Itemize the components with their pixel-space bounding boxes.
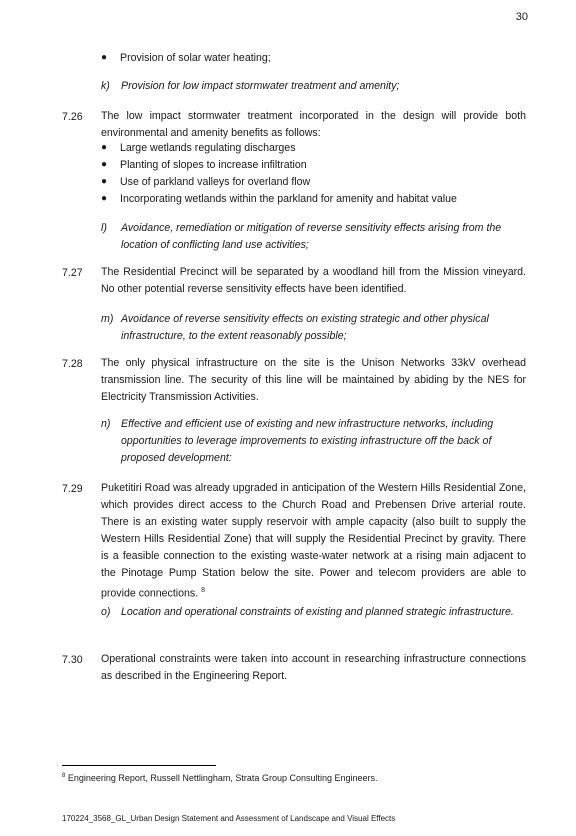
item-o-label: o) — [101, 606, 111, 618]
footnote-reference: 8 — [201, 587, 206, 594]
footnote-text: Engineering Report, Russell Nettlingham, Strata Group Consulting Engineers. — [65, 773, 378, 783]
list-item: Use of parkland valleys for overland flow — [120, 176, 311, 188]
list-item: Provision of solar water heating; — [120, 52, 271, 64]
item-m-label: m) — [101, 313, 114, 325]
bullet-marker: ● — [101, 193, 108, 204]
paragraph-7-30-text: Operational constraints were taken into account in researching infrastructure connections as described in the Engineering Report. — [101, 653, 526, 682]
item-k-label: k) — [101, 80, 110, 92]
paragraph-number-7-30: 7.30 — [62, 654, 83, 666]
item-n-label: n) — [101, 418, 111, 430]
item-k-text: Provision for low impact stormwater treatment and amenity; — [121, 80, 400, 92]
list-item: Planting of slopes to increase infiltration — [120, 159, 307, 171]
item-n-text: Effective and efficient use of existing and new infrastructure networks, including opportunities to leverage improvements to existing infrastructure off the back of proposed development: — [121, 418, 494, 464]
bullet-marker: ● — [101, 176, 108, 187]
item-l-text: Avoidance, remediation or mitigation of reverse sensitivity effects arising from the location of conflicting land use activities; — [121, 222, 502, 251]
footnote — [62, 773, 378, 783]
paragraph-7-26-text: The low impact stormwater treatment incorporated in the design will provide both environmental and amenity benefits as follows: — [101, 110, 526, 139]
paragraph-number-7-27: 7.27 — [62, 267, 83, 279]
footnote-divider — [62, 765, 216, 766]
paragraph-7-29-body: Puketitiri Road was already upgraded in anticipation of the Western Hills Residential Zone, which provides direct access to the Church Road and Prebensen Drive arterial route. There is an existing water supply reservoir with ample capacity (also built to supply the Western Hills Residential Zone) that will supply the Residential Precinct by gravity. There is a feasible connection to the existing waste-water network at a rising main adjacent to the Pinotage Pump Station below the site. Power and telecom providers are able to provide connections. — [101, 482, 526, 600]
footnote-marker: 8 — [62, 773, 66, 779]
document-footer: 170224_3568_GL_Urban Design Statement and Assessment of Landscape and Visual Effects — [62, 814, 396, 823]
item-o-text: Location and operational constraints of existing and planned strategic infrastructure. — [121, 606, 514, 618]
paragraph-number-7-26: 7.26 — [62, 111, 83, 123]
item-m-text: Avoidance of reverse sensitivity effects on existing strategic and other physical infrastructure, to the extent reasonably possible; — [121, 313, 489, 342]
list-item: Incorporating wetlands within the parkland for amenity and habitat value — [120, 193, 457, 205]
paragraph-7-29-text — [101, 480, 526, 603]
item-l-label: l) — [101, 222, 107, 234]
paragraph-7-28-text: The only physical infrastructure on the site is the Unison Networks 33kV overhead transmission line. The security of this line will be maintained by abiding by the NES for Electricity Transmission Activities. — [101, 357, 526, 403]
bullet-marker: ● — [101, 52, 108, 63]
page-number: 30 — [515, 11, 528, 23]
paragraph-7-27-text: The Residential Precinct will be separated by a woodland hill from the Mission vineyard. No other potential reverse sensitivity effects have been identified. — [101, 266, 526, 295]
paragraph-number-7-28: 7.28 — [62, 358, 83, 370]
list-item: Large wetlands regulating discharges — [120, 142, 296, 154]
bullet-marker: ● — [101, 159, 108, 170]
paragraph-number-7-29: 7.29 — [62, 483, 83, 495]
bullet-marker: ● — [101, 142, 108, 153]
